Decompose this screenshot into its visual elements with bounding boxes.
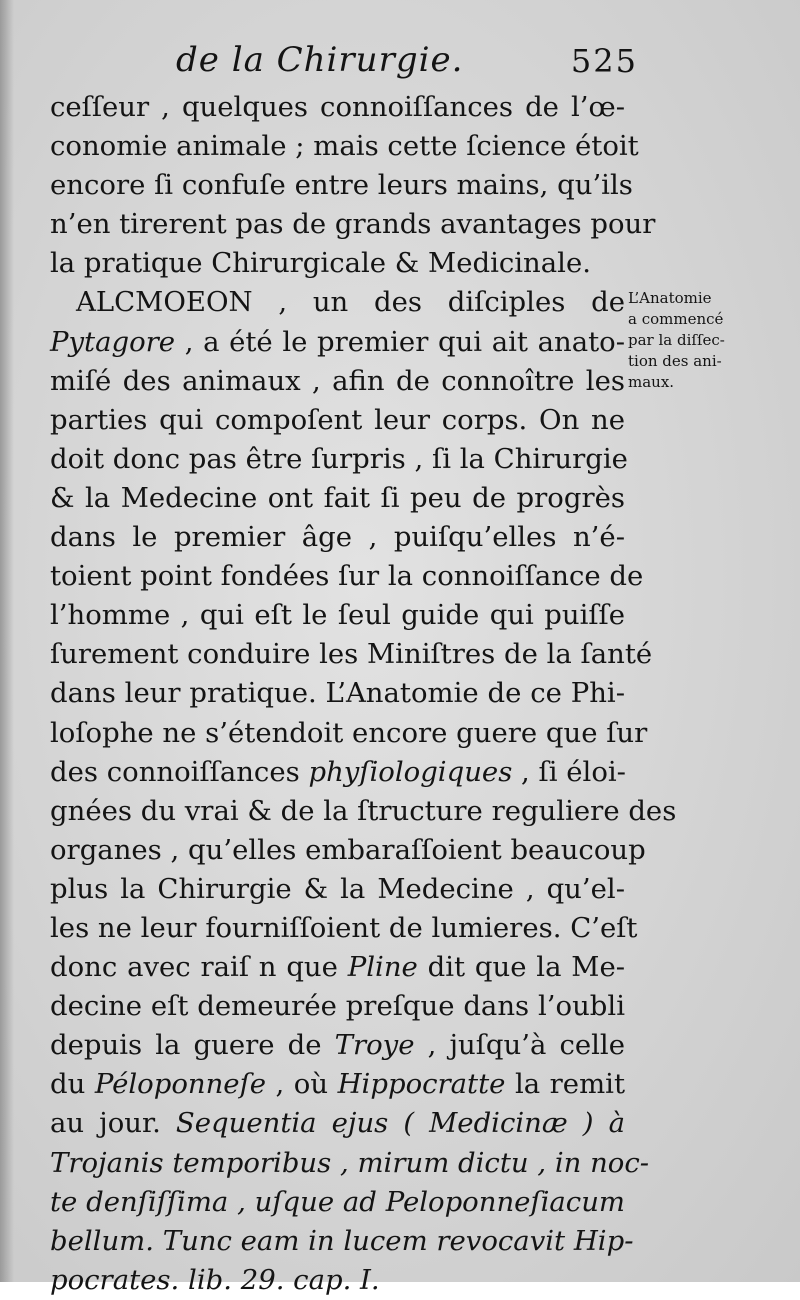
margin-note-line: L’Anatomie xyxy=(628,289,712,307)
text-line xyxy=(50,127,639,166)
text-segment: l’homme , qui eſt le ſeul guide qui puiſſe xyxy=(50,599,625,632)
text-segment: les ne leur fourniſſoient de lumieres. C’eſt xyxy=(50,911,638,944)
margin-note-line: par la diſſec- xyxy=(628,331,725,349)
text-line xyxy=(50,1026,625,1065)
italic-segment: Trojanis temporibus , mirum dictu , in noc- xyxy=(50,1146,650,1179)
text-segment: ſurement conduire les Miniſtres de la ſanté xyxy=(50,638,653,671)
text-line xyxy=(50,1183,625,1222)
italic-segment: Pytagore xyxy=(50,325,176,358)
text-segment: conomie animale ; mais cette ſcience étoit xyxy=(50,130,639,163)
text-segment: depuis la guere de xyxy=(50,1029,335,1062)
text-segment: ALCMOEON , un des diſciples de xyxy=(76,286,625,319)
italic-segment: Péloponneſe xyxy=(94,1068,267,1101)
margin-note-line: tion des ani- xyxy=(628,352,722,370)
text-line xyxy=(50,1104,625,1143)
margin-note-line: maux. xyxy=(628,373,675,391)
text-line xyxy=(50,909,638,948)
margin-note xyxy=(628,288,768,393)
text-segment: , a été le premier qui ait anato- xyxy=(175,325,625,358)
text-segment: miſé des animaux , afin de connoître les xyxy=(50,364,625,397)
page-number: 525 xyxy=(570,42,638,80)
running-head: de la Chirurgie. xyxy=(176,40,464,80)
text-segment: organes , qu’elles embaraſſoient beaucoup xyxy=(50,833,646,866)
gutter-shadow xyxy=(0,0,14,1282)
page-header xyxy=(168,40,638,90)
text-segment: dans le premier âge , puiſqu’elles n’é- xyxy=(50,521,625,554)
text-line xyxy=(50,323,625,362)
text-segment: & la Medecine ont fait ſi peu de progrès xyxy=(50,481,625,514)
italic-segment: Troye xyxy=(334,1029,415,1062)
text-segment: ceſſeur , quelques connoiſſances de l’œ- xyxy=(50,91,625,123)
text-segment: doit donc pas être ſurpris , ſi la Chirurgie xyxy=(50,442,628,475)
text-line xyxy=(50,1261,625,1300)
text-line xyxy=(50,244,625,283)
text-segment: n’en tirerent pas de grands avantages pour xyxy=(50,208,656,241)
text-segment: loſophe ne s’étendoit encore guere que ſur xyxy=(50,716,648,749)
text-line xyxy=(50,362,625,401)
text-line xyxy=(50,753,625,792)
text-line xyxy=(50,440,628,479)
text-segment: du xyxy=(50,1068,95,1101)
text-segment: au jour. xyxy=(50,1107,176,1140)
text-line xyxy=(50,283,625,322)
text-line xyxy=(50,792,677,831)
text-line xyxy=(50,1222,634,1261)
text-segment: , où xyxy=(266,1068,338,1101)
text-segment: , juſqu’à celle xyxy=(414,1029,625,1062)
text-line xyxy=(50,88,625,127)
text-line xyxy=(50,635,653,674)
text-line xyxy=(50,948,625,987)
text-line xyxy=(50,870,625,909)
text-line xyxy=(50,557,644,596)
text-segment: , ſi éloi- xyxy=(512,755,626,788)
text-line xyxy=(50,205,656,244)
text-line xyxy=(50,1065,625,1104)
text-segment: parties qui compoſent leur corps. On ne xyxy=(50,403,625,436)
margin-note-line: a commencé xyxy=(628,310,724,328)
italic-segment: pocrates. lib. 29. cap. I. xyxy=(50,1263,380,1296)
text-line xyxy=(50,831,646,870)
text-line xyxy=(50,166,633,205)
text-segment: dit que la Me- xyxy=(417,951,626,984)
text-segment: decine eſt demeurée preſque dans l’oubli xyxy=(50,990,625,1023)
text-segment: encore ſi confuſe entre leurs mains, qu’ils xyxy=(50,169,633,202)
text-segment: la pratique Chirurgicale & Medicinale. xyxy=(50,247,591,280)
text-line xyxy=(50,479,625,518)
text-line xyxy=(50,596,625,635)
text-line xyxy=(50,518,625,557)
text-segment: donc avec raiſ n que xyxy=(50,951,348,984)
text-line xyxy=(50,714,648,753)
text-segment: gnées du vrai & de la ſtructure reguliere des xyxy=(50,794,677,827)
italic-segment: bellum. Tunc eam in lucem revocavit Hip- xyxy=(50,1224,634,1257)
text-line xyxy=(50,674,625,713)
text-line xyxy=(50,1144,650,1183)
text-segment: dans leur pratique. L’Anatomie de ce Phi- xyxy=(50,677,625,710)
italic-segment: Hippocratte xyxy=(337,1068,506,1101)
text-segment: la remit xyxy=(505,1068,625,1101)
text-segment: toient point fondées ſur la connoiſſance de xyxy=(50,560,644,593)
italic-segment: Pline xyxy=(347,951,418,984)
italic-segment: te denſiſſima , uſque ad Peloponneſiacum xyxy=(50,1185,625,1218)
text-segment: plus la Chirurgie & la Medecine , qu’el- xyxy=(50,872,625,905)
italic-segment: Sequentia ejus ( Medicinæ ) à xyxy=(175,1107,626,1140)
italic-segment: phyſiologiques xyxy=(308,755,513,788)
text-line xyxy=(50,987,625,1026)
text-line xyxy=(50,401,625,440)
text-segment: des connoiſſances xyxy=(50,755,309,788)
